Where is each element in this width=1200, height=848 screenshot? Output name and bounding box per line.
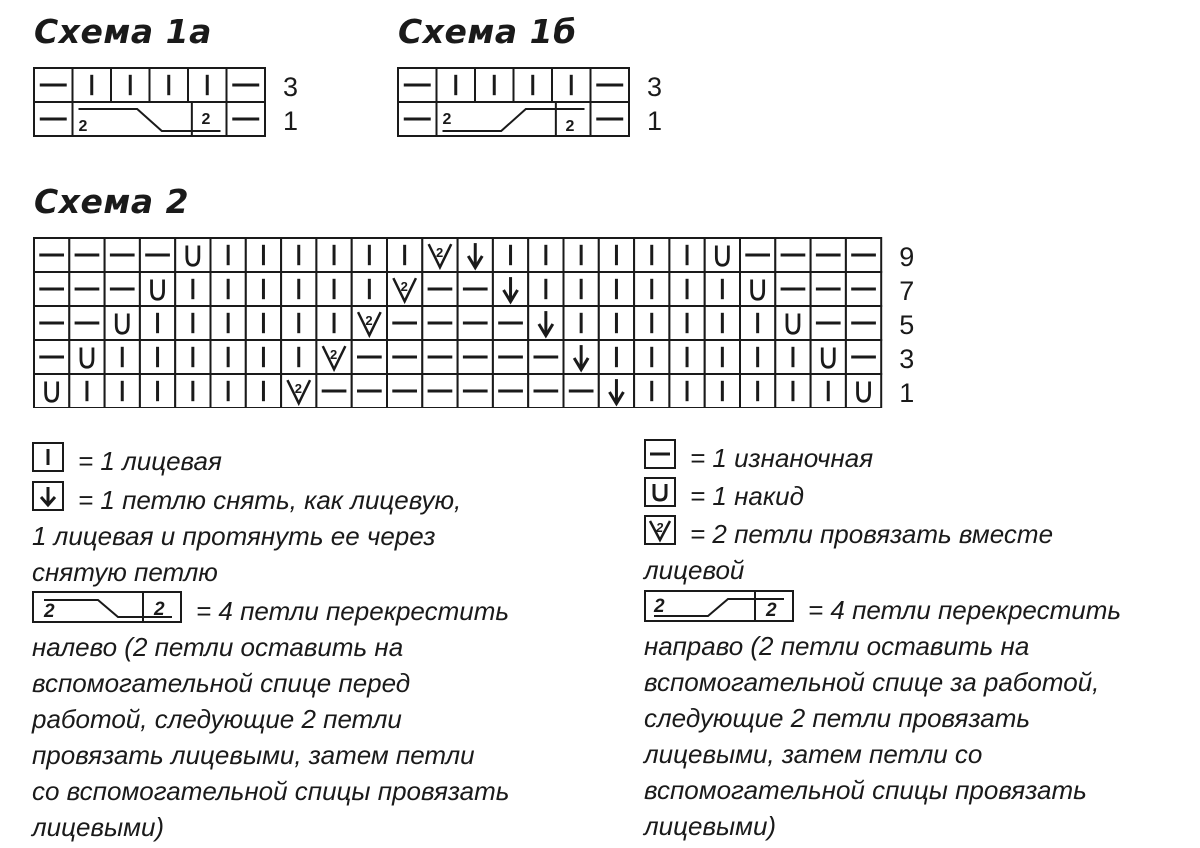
stitch-cell xyxy=(227,68,266,102)
stitch-cell xyxy=(34,68,73,102)
stitch-cell xyxy=(564,272,599,306)
scheme-2-chart xyxy=(32,236,942,408)
stitch-cell xyxy=(564,238,599,272)
stitch-cell xyxy=(846,238,881,272)
decrease-label: 2 xyxy=(365,313,373,328)
stitch-cell xyxy=(422,272,457,306)
stitch-cell xyxy=(352,272,387,306)
stitch-cell xyxy=(150,68,189,102)
legend-yo xyxy=(644,478,1184,514)
stitch-cell xyxy=(352,306,387,340)
stitch-cell xyxy=(493,374,528,408)
stitch-cell xyxy=(669,272,704,306)
svg-text:2: 2 xyxy=(44,600,55,622)
stitch-cell xyxy=(281,238,316,272)
stitch-cell xyxy=(316,374,351,408)
stitch-cell xyxy=(105,306,140,340)
stitch-cell xyxy=(175,272,210,306)
stitch-cell xyxy=(34,340,69,374)
stitch-cell xyxy=(669,374,704,408)
slip-arrow-symbol-icon xyxy=(32,481,64,520)
stitch-cell xyxy=(281,374,316,408)
stitch-cell xyxy=(514,68,553,102)
legend-left xyxy=(32,443,612,845)
stitch-cell xyxy=(564,306,599,340)
stitch-cell xyxy=(846,340,881,374)
stitch-cell xyxy=(811,340,846,374)
row-number: 1 xyxy=(647,106,663,136)
stitch-cell xyxy=(493,272,528,306)
legend-purl-text: = 1 изнаночная xyxy=(690,443,874,473)
stitch-cell xyxy=(316,306,351,340)
stitch-cell xyxy=(105,374,140,408)
svg-text:2: 2 xyxy=(565,118,575,135)
scheme-1b-chart xyxy=(396,66,676,138)
stitch-cell xyxy=(246,272,281,306)
stitch-cell xyxy=(69,374,104,408)
stitch-cell xyxy=(73,68,112,102)
row-number: 7 xyxy=(899,276,915,306)
stitch-cell xyxy=(458,340,493,374)
stitch-cell xyxy=(211,238,246,272)
cross-left-symbol-icon xyxy=(32,591,182,632)
knit-symbol-icon xyxy=(32,442,64,481)
legend-slip-line-3: снятую петлю xyxy=(32,557,218,587)
stitch-cell xyxy=(34,272,69,306)
stitch-cell xyxy=(493,238,528,272)
row-number: 3 xyxy=(283,72,299,102)
stitch-cell xyxy=(528,340,563,374)
row-number: 1 xyxy=(283,106,299,136)
stitch-cell xyxy=(188,68,227,102)
cross-right-symbol-icon xyxy=(644,590,794,631)
stitch-cell xyxy=(111,68,150,102)
stitch-cell xyxy=(398,68,437,102)
legend-k2tog-line-1: = 2 петли провязать вместе xyxy=(690,519,1054,549)
stitch-cell xyxy=(69,238,104,272)
stitch-cell xyxy=(281,306,316,340)
stitch-cell xyxy=(422,306,457,340)
stitch-cell xyxy=(775,340,810,374)
stitch-cell xyxy=(811,272,846,306)
stitch-cell xyxy=(211,272,246,306)
stitch-cell xyxy=(599,272,634,306)
stitch-cell xyxy=(493,340,528,374)
stitch-cell xyxy=(705,272,740,306)
yarn-over-symbol-icon xyxy=(644,477,676,516)
legend-cross-left-line-5: провязать лицевыми, затем петли xyxy=(32,740,475,770)
decrease-label: 2 xyxy=(294,381,302,396)
stitch-cell xyxy=(846,272,881,306)
stitch-cell xyxy=(211,306,246,340)
stitch-cell xyxy=(740,340,775,374)
stitch-cell xyxy=(811,306,846,340)
stitch-cell xyxy=(634,238,669,272)
stitch-cell xyxy=(475,68,514,102)
stitch-cell xyxy=(528,238,563,272)
stitch-cell xyxy=(634,374,669,408)
stitch-cell xyxy=(528,306,563,340)
legend-k2tog-line-2: лицевой xyxy=(644,555,745,585)
stitch-cell xyxy=(591,102,630,136)
stitch-cell xyxy=(175,238,210,272)
stitch-cell xyxy=(437,68,476,102)
stitch-cell xyxy=(211,374,246,408)
stitch-cell xyxy=(175,306,210,340)
legend-cross-left-line-2: налево (2 петли оставить на xyxy=(32,632,404,662)
legend-cross-right-line-4: следующие 2 петли провязать xyxy=(644,703,1031,733)
stitch-cell xyxy=(528,374,563,408)
stitch-cell xyxy=(227,102,266,136)
legend-knit-text: = 1 лицевая xyxy=(78,446,222,476)
svg-text:2: 2 xyxy=(201,111,211,128)
stitch-cell xyxy=(846,374,881,408)
stitch-cell xyxy=(387,374,422,408)
stitch-cell xyxy=(34,102,73,136)
stitch-cell xyxy=(316,238,351,272)
scheme-2-title: Схема 2 xyxy=(34,182,190,221)
stitch-cell xyxy=(140,306,175,340)
legend-right xyxy=(644,440,1184,844)
stitch-cell xyxy=(387,272,422,306)
stitch-cell xyxy=(493,306,528,340)
stitch-cell xyxy=(352,340,387,374)
legend-cross-right xyxy=(644,592,1184,628)
stitch-cell xyxy=(775,374,810,408)
stitch-cell xyxy=(740,374,775,408)
row-number: 5 xyxy=(899,310,915,340)
legend-cross-left xyxy=(32,593,612,629)
stitch-cell xyxy=(775,272,810,306)
legend-slip-line-1: = 1 петлю снять, как лицевую, xyxy=(78,485,462,515)
stitch-cell xyxy=(69,272,104,306)
stitch-cell xyxy=(246,340,281,374)
legend-cross-left-line-1: = 4 петли перекрестить xyxy=(196,596,510,626)
stitch-cell xyxy=(69,306,104,340)
stitch-cell xyxy=(281,340,316,374)
k2tog-symbol-icon xyxy=(644,515,676,554)
decrease-label: 2 xyxy=(400,279,408,294)
stitch-cell xyxy=(740,272,775,306)
stitch-cell xyxy=(140,238,175,272)
stitch-cell xyxy=(458,238,493,272)
svg-text:2: 2 xyxy=(442,111,452,128)
stitch-cell xyxy=(246,306,281,340)
stitch-cell xyxy=(34,306,69,340)
stitch-cell xyxy=(458,272,493,306)
legend-k2tog xyxy=(644,516,1184,552)
stitch-cell xyxy=(705,238,740,272)
decrease-label: 2 xyxy=(330,347,338,362)
legend-cross-left-line-7: лицевыми) xyxy=(32,812,165,842)
stitch-cell xyxy=(387,306,422,340)
stitch-cell xyxy=(634,306,669,340)
purl-symbol-icon xyxy=(644,439,676,478)
stitch-cell xyxy=(175,340,210,374)
stitch-cell xyxy=(528,272,563,306)
stitch-cell xyxy=(69,340,104,374)
stitch-cell xyxy=(775,306,810,340)
stitch-cell xyxy=(599,306,634,340)
stitch-cell xyxy=(564,340,599,374)
stitch-cell xyxy=(634,272,669,306)
stitch-cell xyxy=(105,340,140,374)
stitch-cell xyxy=(34,238,69,272)
row-number: 1 xyxy=(899,378,915,408)
stitch-cell xyxy=(352,374,387,408)
scheme-1b-title: Схема 1б xyxy=(398,12,577,51)
stitch-cell xyxy=(740,238,775,272)
svg-text:2: 2 xyxy=(766,599,777,621)
stitch-cell xyxy=(775,238,810,272)
legend-cross-right-line-6: вспомогательной спицы провязать xyxy=(644,775,1087,805)
stitch-cell xyxy=(422,374,457,408)
stitch-cell xyxy=(846,306,881,340)
stitch-cell xyxy=(352,238,387,272)
stitch-cell xyxy=(811,374,846,408)
stitch-cell xyxy=(591,68,630,102)
stitch-cell xyxy=(634,340,669,374)
cross-right-cell xyxy=(437,102,591,136)
stitch-cell xyxy=(705,374,740,408)
legend-cross-right-line-3: вспомогательной спице за работой, xyxy=(644,667,1100,697)
stitch-cell xyxy=(398,102,437,136)
stitch-cell xyxy=(422,238,457,272)
cross-left-cell xyxy=(73,102,227,136)
stitch-cell xyxy=(387,340,422,374)
stitch-cell xyxy=(34,374,69,408)
legend-slip xyxy=(32,482,612,518)
stitch-cell xyxy=(669,238,704,272)
legend-cross-right-line-5: лицевыми, затем петли со xyxy=(644,739,983,769)
stitch-cell xyxy=(458,306,493,340)
legend-purl xyxy=(644,440,1184,476)
legend-cross-right-line-1: = 4 петли перекрестить xyxy=(808,595,1122,625)
svg-text:2: 2 xyxy=(656,519,664,535)
legend-cross-left-line-6: со вспомогательной спицы провязать xyxy=(32,776,510,806)
stitch-cell xyxy=(422,340,457,374)
legend-cross-right-line-7: лицевыми) xyxy=(644,811,777,841)
row-number: 9 xyxy=(899,242,915,272)
stitch-cell xyxy=(811,238,846,272)
svg-text:2: 2 xyxy=(154,598,165,620)
stitch-cell xyxy=(669,306,704,340)
stitch-cell xyxy=(705,340,740,374)
row-number: 3 xyxy=(647,72,663,102)
stitch-cell xyxy=(740,306,775,340)
legend-slip-line-2: 1 лицевая и протянуть ее через xyxy=(32,521,436,551)
scheme-1a-chart xyxy=(32,66,312,138)
stitch-cell xyxy=(387,238,422,272)
stitch-cell xyxy=(705,306,740,340)
stitch-cell xyxy=(564,374,599,408)
stitch-cell xyxy=(246,238,281,272)
stitch-cell xyxy=(552,68,591,102)
legend-cross-right-line-2: направо (2 петли оставить на xyxy=(644,631,1030,661)
svg-text:2: 2 xyxy=(654,595,665,617)
stitch-cell xyxy=(140,272,175,306)
stitch-cell xyxy=(211,340,246,374)
stitch-cell xyxy=(599,340,634,374)
legend-cross-left-line-4: работой, следующие 2 петли xyxy=(32,704,402,734)
stitch-cell xyxy=(458,374,493,408)
decrease-label: 2 xyxy=(435,245,444,260)
stitch-cell xyxy=(140,340,175,374)
stitch-cell xyxy=(316,340,351,374)
stitch-cell xyxy=(599,374,634,408)
stitch-cell xyxy=(281,272,316,306)
legend-yo-text: = 1 накид xyxy=(690,481,804,511)
stitch-cell xyxy=(316,272,351,306)
stitch-cell xyxy=(669,340,704,374)
stitch-cell xyxy=(246,374,281,408)
row-number: 3 xyxy=(899,344,915,374)
scheme-1a-title: Схема 1а xyxy=(34,12,212,51)
svg-text:2: 2 xyxy=(78,118,88,135)
legend-cross-left-line-3: вспомогательной спице перед xyxy=(32,668,411,698)
stitch-cell xyxy=(140,374,175,408)
stitch-cell xyxy=(105,238,140,272)
legend-knit xyxy=(32,443,612,479)
stitch-cell xyxy=(175,374,210,408)
stitch-cell xyxy=(599,238,634,272)
stitch-cell xyxy=(105,272,140,306)
